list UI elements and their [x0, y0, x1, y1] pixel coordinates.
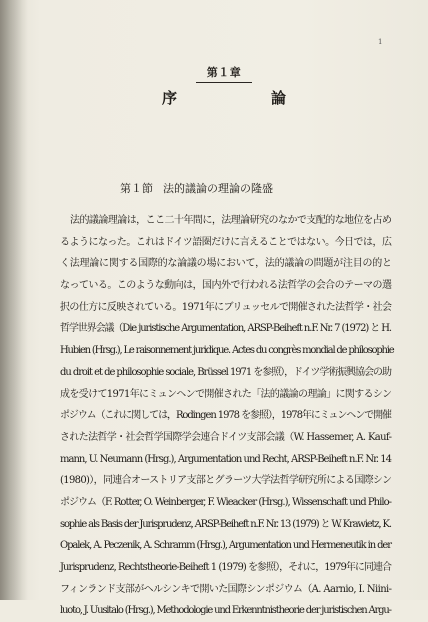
text-line: sophie als Basis der Jurisprudenz, ARSP-Beiheft n.F. Nr. 13 (1979) と W. Krawietz, K.: [60, 518, 391, 530]
text-line: 哲学世界会議（Die juristische Argumentation, ARSP-Beiheft n.F. Nr. 7 (1972) と H.: [60, 323, 391, 335]
text-line: 成を受けて1971年にミュンヘンで開催された「法的議論の理論」に関するシン: [60, 388, 392, 400]
text-line: るようになった。これはドイツ語圏だけに言えることではない。今日では，広: [60, 236, 392, 248]
text-line: 法的議論理論は，ここ二十年間に，法理論研究のなかで支配的な地位を占め: [70, 215, 392, 226]
text-line: Hubien (Hrsg.), Le raisonnement juridique. Actes du congrès mondial de philosophie: [60, 345, 394, 357]
text-line: 択の仕方に反映されている。1971年にブリュッセルで開催された法哲学・社会: [60, 301, 392, 313]
text-line: フィンランド支部がヘルシンキで開いた国際シンポジウム（A. Aarnio, I. Niini-: [60, 583, 392, 595]
text-line: mann, U. Neumann (Hrsg.), Argumentation und Recht, ARSP-Beiheft n.F. Nr. 14: [60, 453, 392, 465]
binding-gutter-shadow: [0, 0, 28, 600]
text-line: ポジウム（F. Rotter, O. Weinberger, F. Wieacker (Hrsg.), Wissenschaft und Philo-: [60, 496, 392, 508]
text-line: Opalek, A. Peczenik, A. Schramm (Hrsg.), Argumentation und Hermeneutik in der: [60, 540, 391, 552]
text-line: く法理論に関する国際的な論議の場において，法的議論の問題が注目の的と: [60, 258, 392, 270]
body-paragraph: [60, 210, 392, 622]
text-line: luoto, J. Uusitalo (Hrsg.), Methodologie und Erkenntnistheorie der juristischen Argu-: [60, 605, 391, 617]
chapter-title-char: 序: [162, 89, 178, 107]
section-number: 第１節: [120, 182, 153, 195]
section-title: 法的議論の理論の隆盛: [163, 182, 273, 195]
text-line: ポジウム（これに関しては，Rodingen 1978 を参照），1978年にミュンヘンで開催: [60, 410, 391, 422]
section-heading: [120, 180, 283, 196]
text-line: (1980)），同連合オーストリア支部とグラーツ大学法哲学研究所による国際シン: [60, 475, 392, 487]
text-line: なっている。このような動向は，国内外で行われる法哲学の会合のテーマの選: [60, 280, 392, 292]
chapter-title: [162, 87, 286, 108]
text-line: du droit et de philosophie sociale, Brüssel 1971 を参照），ドイツ学術振興協会の助: [60, 366, 391, 378]
text-line: Jurisprudenz, Rechtstheorie-Beiheft 1 (1979) を参照），それに，1979年に同連合: [60, 562, 392, 573]
chapter-label: 第１章: [196, 64, 252, 83]
text-line: された法哲学・社会哲学国際学会連合ドイツ支部会議（W. Hassemer, A. Kauf-: [60, 431, 392, 443]
page-number: 1: [378, 38, 383, 46]
chapter-title-char: 論: [270, 89, 286, 107]
